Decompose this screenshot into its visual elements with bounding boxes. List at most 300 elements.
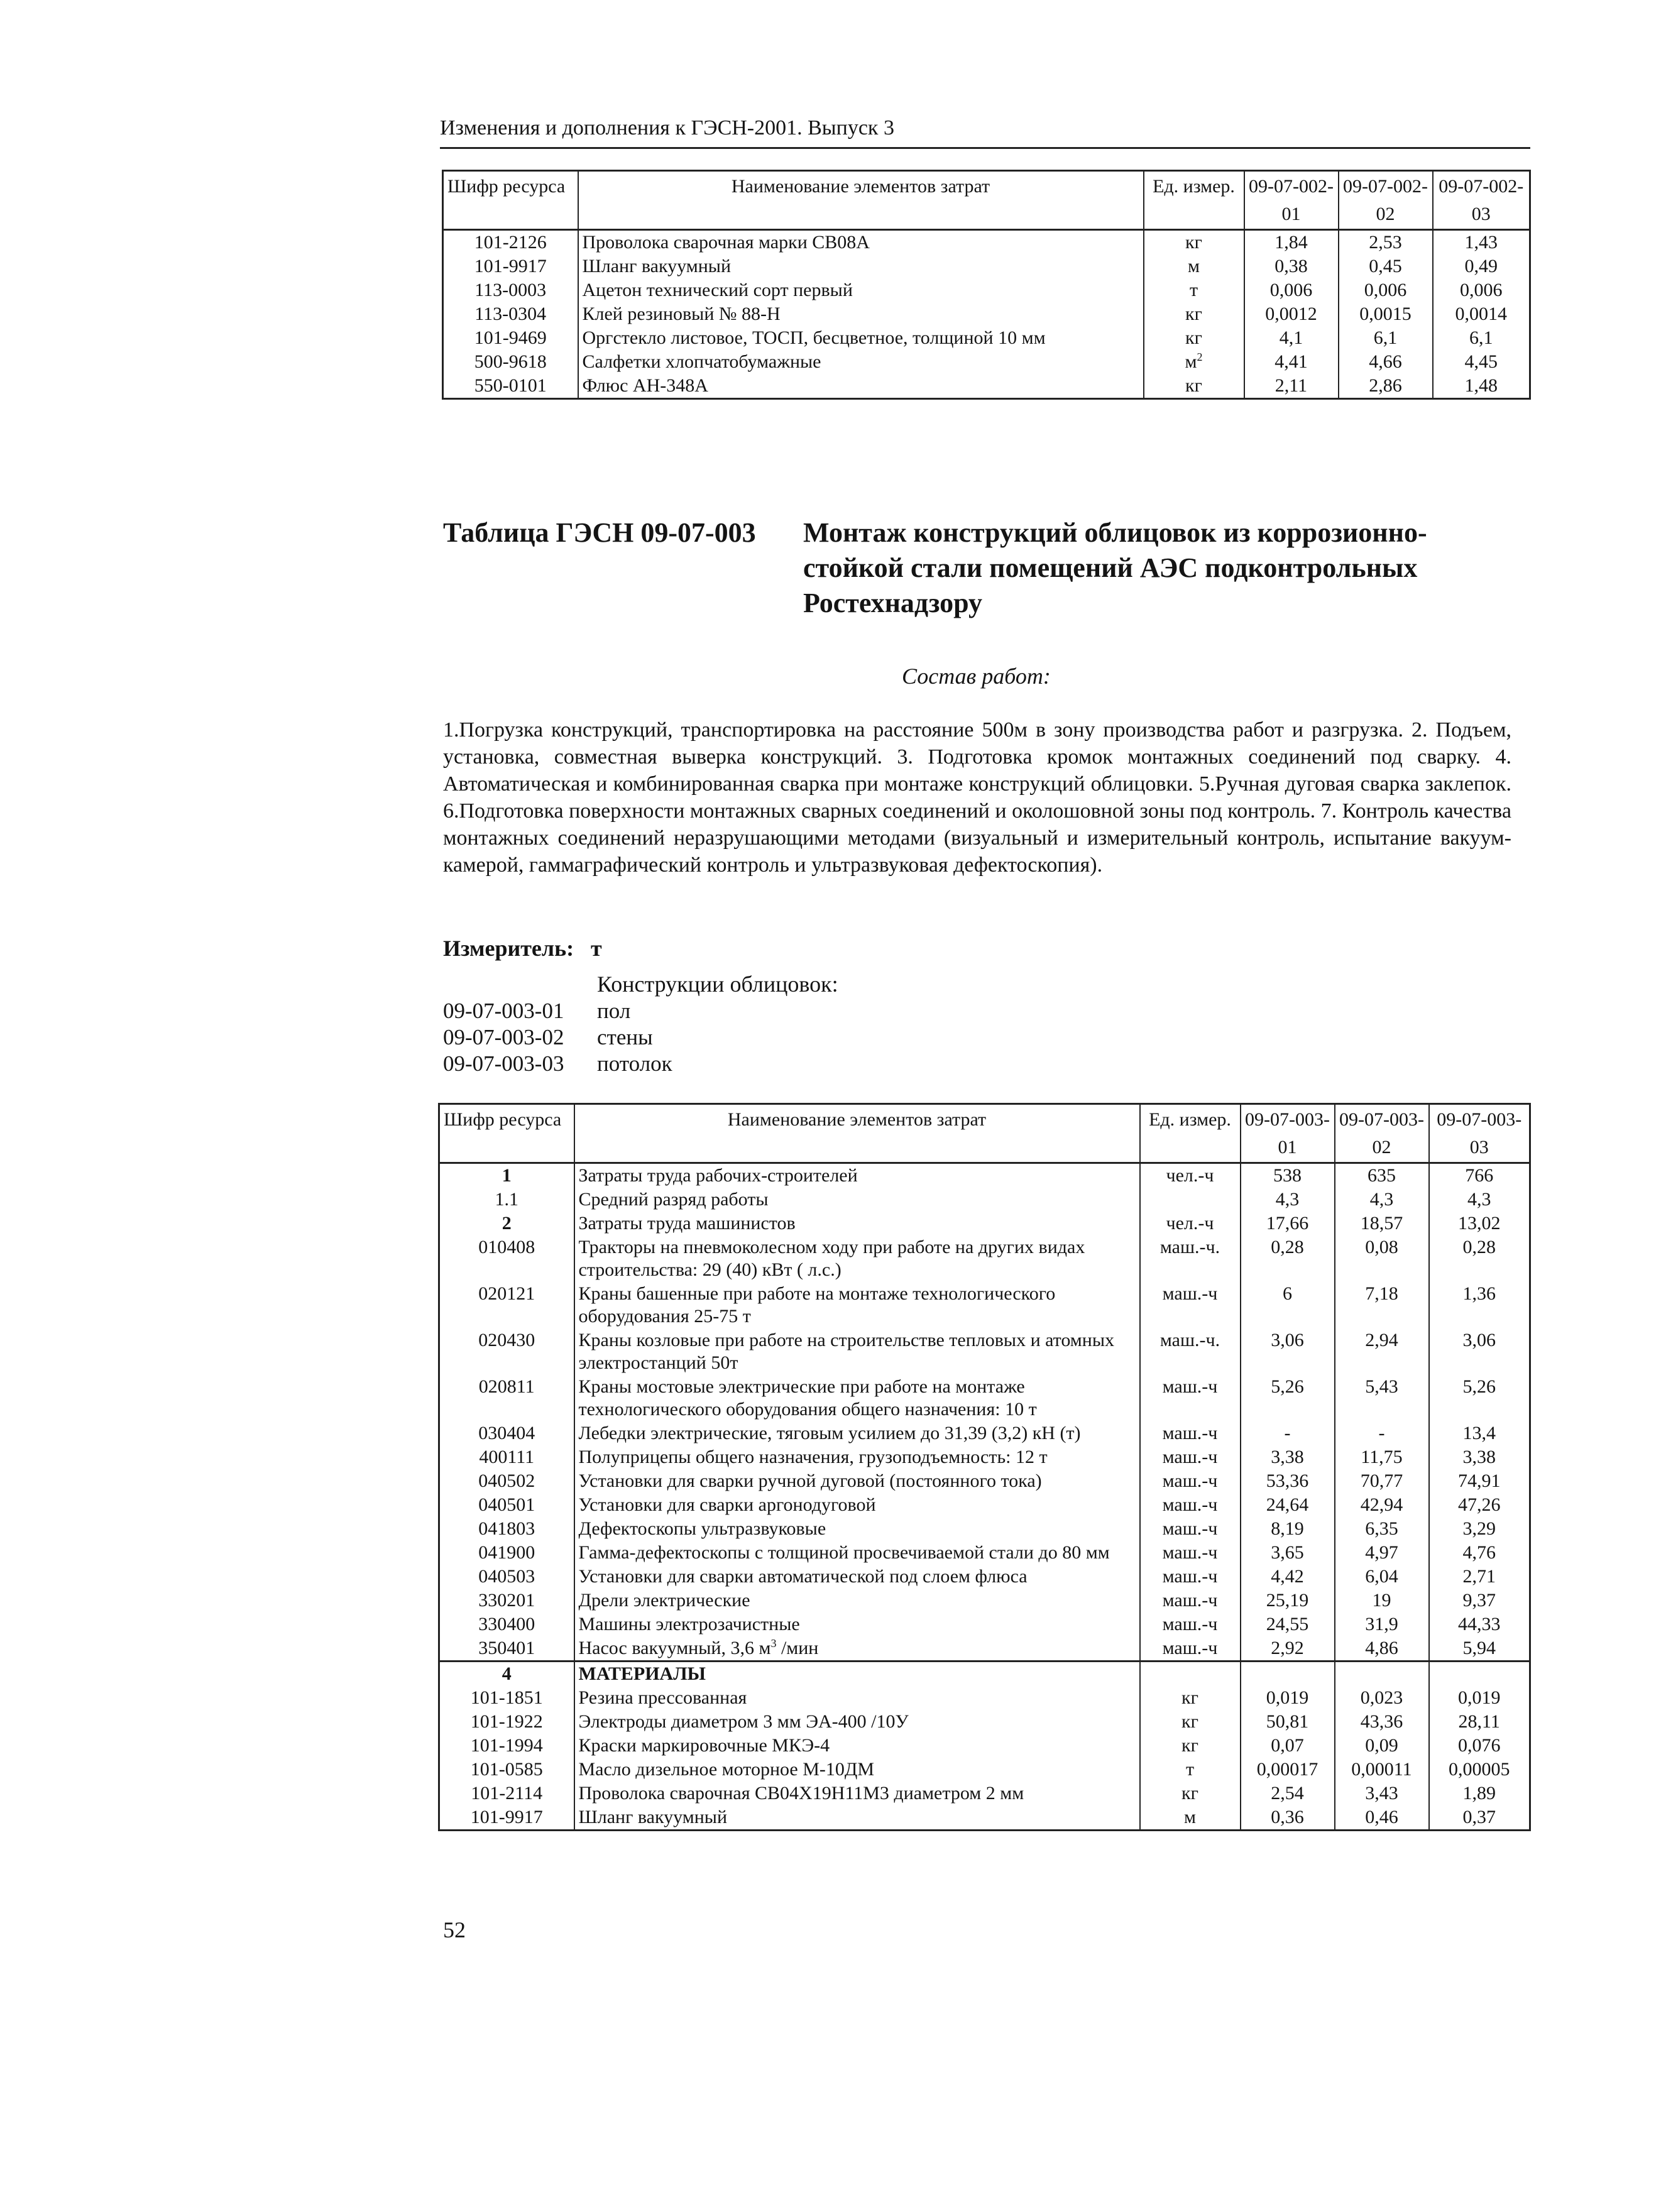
cell-unit	[1140, 1662, 1241, 1687]
cell-value-2	[1335, 1212, 1429, 1235]
cell-name	[578, 326, 1144, 350]
cell-value-1	[1241, 1710, 1335, 1734]
cell-code	[439, 1212, 574, 1235]
col-header-c3: 09-07-003-03	[1429, 1104, 1530, 1163]
cell-value-3-text: 0,00005	[1449, 1759, 1510, 1780]
cell-value-2-text: 6,35	[1365, 1518, 1398, 1539]
cell-value-2-text: 3,43	[1365, 1783, 1398, 1804]
cell-unit	[1140, 1235, 1241, 1282]
cell-code	[439, 1710, 574, 1734]
cell-unit	[1140, 1188, 1241, 1212]
cell-code-text: 101-2126	[474, 232, 547, 253]
cell-code-text: 330400	[478, 1614, 535, 1634]
name-tail: /мин	[776, 1638, 819, 1658]
cell-unit	[1140, 1541, 1241, 1565]
cell-name	[574, 1541, 1140, 1565]
cell-value-1-text: 0,07	[1271, 1735, 1304, 1756]
cell-value-3	[1429, 1235, 1530, 1282]
cell-unit	[1140, 1163, 1241, 1188]
cell-value-1	[1241, 1328, 1335, 1375]
cell-name-text: МАТЕРИАЛЫ	[578, 1663, 706, 1684]
resource-table-main	[438, 1103, 1531, 1831]
cell-code-text: 2	[502, 1213, 512, 1234]
cell-code-text: 101-1994	[470, 1735, 543, 1756]
cell-value-1-text: 0,006	[1269, 280, 1313, 300]
cell-code-text: 040501	[478, 1494, 535, 1515]
cell-value-3-text: 0,019	[1458, 1687, 1501, 1708]
col-header-c3: 09-07-002-03	[1433, 171, 1530, 230]
cell-value-1-text: 538	[1273, 1165, 1302, 1186]
cell-value-1-text: 4,3	[1275, 1189, 1300, 1210]
cell-unit-text: маш.-ч	[1162, 1423, 1218, 1443]
cell-code-text: 101-1922	[470, 1711, 543, 1732]
cell-value-2-text: 18,57	[1360, 1213, 1403, 1234]
cell-code-text: 040502	[478, 1470, 535, 1491]
cell-value-3-text: 0,37	[1462, 1807, 1496, 1827]
col-header-code: Шифр ресурса	[443, 171, 578, 230]
cell-code	[443, 302, 578, 326]
cell-value-3-text: 6,1	[1469, 327, 1493, 348]
cell-value-1	[1241, 1493, 1335, 1517]
cell-code-text: 041803	[478, 1518, 535, 1539]
cell-code	[439, 1636, 574, 1662]
cell-value-1	[1241, 1469, 1335, 1493]
construction-code: 09-07-003-03	[443, 1051, 564, 1076]
cell-code	[439, 1565, 574, 1589]
cell-unit-text: кг	[1185, 304, 1202, 324]
cell-name-text: Краны козловые при работе на строительстве тепловых и атомных электростанций 50т	[578, 1330, 1114, 1373]
cell-value-1-text: 25,19	[1266, 1590, 1309, 1611]
cell-value-2	[1335, 1734, 1429, 1758]
cell-name	[574, 1782, 1140, 1805]
cell-value-2-text: 43,36	[1360, 1711, 1403, 1732]
table-row	[443, 326, 1530, 350]
cell-name	[574, 1686, 1140, 1710]
table-row	[439, 1589, 1530, 1612]
cell-name-text: Оргстекло листовое, ТОСП, бесцветное, толщиной 10 мм	[582, 327, 1046, 348]
cell-value-3	[1429, 1517, 1530, 1541]
cell-name	[578, 350, 1144, 374]
cell-name	[574, 1163, 1140, 1188]
cell-name-text: Ацетон технический сорт первый	[582, 280, 853, 300]
cell-value-1	[1241, 1636, 1335, 1662]
cell-name-text: Лебедки электрические, тяговым усилием до 31,39 (3,2) кН (т)	[578, 1423, 1081, 1443]
cell-value-2	[1335, 1493, 1429, 1517]
cell-name	[574, 1612, 1140, 1636]
cell-value-3	[1429, 1445, 1530, 1469]
cell-unit-text: маш.-ч	[1162, 1283, 1218, 1304]
cell-name-text: Полуприцепы общего назначения, грузоподъемность: 12 т	[578, 1447, 1048, 1467]
list-item	[443, 1051, 672, 1077]
cell-value-3	[1433, 326, 1530, 350]
cell-value-3-text: 3,06	[1462, 1330, 1496, 1350]
cell-code	[439, 1782, 574, 1805]
cell-name-text: Проволока сварочная СВ04Х19Н11М3 диаметром 2 мм	[578, 1783, 1024, 1804]
cell-name	[574, 1212, 1140, 1235]
table-row	[439, 1541, 1530, 1565]
cell-name	[574, 1636, 1140, 1662]
cell-code	[443, 374, 578, 399]
measure-value: т	[591, 936, 602, 961]
cell-value-3-text: 0,49	[1464, 256, 1498, 276]
table-row	[443, 255, 1530, 278]
table-row	[443, 302, 1530, 326]
cell-value-3	[1429, 1541, 1530, 1565]
cell-value-1	[1241, 1445, 1335, 1469]
cell-value-1	[1241, 1612, 1335, 1636]
cell-value-3	[1429, 1565, 1530, 1589]
col-header-code: Шифр ресурса	[439, 1104, 574, 1163]
cell-value-2-text: 70,77	[1360, 1470, 1403, 1491]
cell-value-3-text: 0,28	[1462, 1237, 1496, 1257]
cell-value-1	[1241, 1758, 1335, 1782]
cell-value-2-text: 31,9	[1365, 1614, 1398, 1634]
cell-code-text: 350401	[478, 1638, 535, 1658]
cell-value-1	[1241, 1421, 1335, 1445]
cell-value-3-text: 1,89	[1462, 1783, 1496, 1804]
cell-value-1	[1244, 326, 1339, 350]
cell-value-2	[1335, 1517, 1429, 1541]
cell-name-text: Шланг вакуумный	[578, 1807, 727, 1827]
cell-value-1	[1241, 1282, 1335, 1328]
cell-value-3-text: 44,33	[1458, 1614, 1501, 1634]
cell-value-3	[1429, 1636, 1530, 1662]
cell-value-1-text: 4,42	[1271, 1566, 1304, 1587]
cell-code	[439, 1445, 574, 1469]
cell-name	[574, 1421, 1140, 1445]
cell-value-1	[1241, 1589, 1335, 1612]
table-row	[439, 1493, 1530, 1517]
col-header-c2: 09-07-003-02	[1335, 1104, 1429, 1163]
cell-value-2-text: 0,08	[1365, 1237, 1398, 1257]
table-row	[439, 1805, 1530, 1831]
name-superscript: 3	[770, 1637, 777, 1650]
col-header-unit: Ед. измер.	[1140, 1104, 1241, 1163]
table-row	[439, 1782, 1530, 1805]
cell-value-2	[1335, 1235, 1429, 1282]
cell-unit-text: маш.-ч	[1162, 1494, 1218, 1515]
cell-value-2	[1335, 1589, 1429, 1612]
cell-value-2	[1339, 350, 1433, 374]
cell-value-3-text: 0,006	[1460, 280, 1503, 300]
table-row	[439, 1734, 1530, 1758]
cell-value-1	[1244, 230, 1339, 255]
cell-name	[574, 1589, 1140, 1612]
cell-value-1	[1241, 1212, 1335, 1235]
cell-value-1	[1241, 1375, 1335, 1421]
table-row	[439, 1662, 1530, 1687]
cell-unit-text: т	[1189, 280, 1198, 300]
cell-code	[439, 1469, 574, 1493]
cell-value-1	[1241, 1517, 1335, 1541]
cell-value-1-text: 0,0012	[1265, 304, 1317, 324]
cell-value-3	[1433, 302, 1530, 326]
col-header-name: Наименование элементов затрат	[578, 171, 1144, 230]
cell-unit	[1140, 1375, 1241, 1421]
construction-code: 09-07-003-01	[443, 999, 564, 1023]
cell-value-1	[1241, 1686, 1335, 1710]
cell-value-2	[1335, 1541, 1429, 1565]
cell-name-text: Затраты труда рабочих-строителей	[578, 1165, 858, 1186]
table-row	[443, 230, 1530, 255]
cell-value-2	[1339, 230, 1433, 255]
col-header-c1: 09-07-002-01	[1244, 171, 1339, 230]
cell-value-2-text: 2,94	[1365, 1330, 1398, 1350]
cell-value-1	[1241, 1782, 1335, 1805]
cell-value-3	[1429, 1758, 1530, 1782]
cell-name-text: Гамма-дефектоскопы с толщиной просвечиваемой стали до 80 мм	[578, 1542, 1110, 1563]
cell-unit-text: маш.-ч	[1162, 1518, 1218, 1539]
cell-value-3-text: 47,26	[1458, 1494, 1501, 1515]
cell-value-2-text: 4,86	[1365, 1638, 1398, 1658]
cell-value-1-text: 3,38	[1271, 1447, 1304, 1467]
cell-code-text: 101-9469	[474, 327, 547, 348]
cell-value-2	[1335, 1469, 1429, 1493]
construction-name: потолок	[597, 1051, 672, 1076]
cell-unit-text: кг	[1181, 1783, 1198, 1804]
cell-code	[439, 1541, 574, 1565]
cell-unit	[1140, 1805, 1241, 1831]
cell-value-2-text: 2,86	[1369, 375, 1402, 396]
cell-code	[443, 278, 578, 302]
cell-unit	[1140, 1710, 1241, 1734]
cell-code-text: 101-9917	[470, 1807, 543, 1827]
cell-value-1-text: 2,92	[1271, 1638, 1304, 1658]
cell-value-2	[1335, 1710, 1429, 1734]
cell-value-3-text: 0,0014	[1455, 304, 1507, 324]
cell-value-2	[1339, 278, 1433, 302]
cell-unit-text: чел.-ч	[1166, 1213, 1214, 1234]
table-row	[439, 1188, 1530, 1212]
cell-unit	[1140, 1612, 1241, 1636]
cell-code	[439, 1282, 574, 1328]
cell-value-2-text: 5,43	[1365, 1376, 1398, 1397]
cell-value-2	[1335, 1328, 1429, 1375]
cell-code-text: 330201	[478, 1590, 535, 1611]
cell-unit	[1140, 1589, 1241, 1612]
cell-name-text: Краны мостовые электрические при работе на монтаже технологического оборудования общего назначения: 10 т	[578, 1376, 1037, 1420]
cell-unit-text: м	[1184, 1807, 1196, 1827]
table-top-body	[443, 230, 1530, 399]
cell-value-3	[1429, 1469, 1530, 1493]
cell-value-1	[1241, 1541, 1335, 1565]
cell-value-3	[1429, 1163, 1530, 1188]
cell-unit	[1140, 1421, 1241, 1445]
table-main-body	[439, 1163, 1530, 1831]
table-row	[439, 1328, 1530, 1375]
cell-name-text: Краны башенные при работе на монтаже технологического оборудования 25-75 т	[578, 1283, 1056, 1327]
cell-value-2	[1335, 1445, 1429, 1469]
cell-value-3	[1429, 1805, 1530, 1831]
cell-name	[574, 1565, 1140, 1589]
measure-label: Измеритель:	[443, 936, 574, 961]
cell-value-2-text: 0,09	[1365, 1735, 1398, 1756]
table-title-code: Таблица ГЭСН 09-07-003	[443, 517, 756, 548]
cell-code	[439, 1375, 574, 1421]
cell-name	[574, 1517, 1140, 1541]
header-text: Изменения и дополнения к ГЭСН-2001. Выпуск 3	[440, 116, 894, 140]
cell-value-3-text: 9,37	[1462, 1590, 1496, 1611]
table-row	[439, 1282, 1530, 1328]
cell-value-3	[1429, 1212, 1530, 1235]
cell-name-text: Затраты труда машинистов	[578, 1213, 796, 1234]
cell-code-text: 500-9618	[474, 351, 547, 372]
cell-name-text: Краски маркировочные МКЭ-4	[578, 1735, 830, 1756]
cell-code-text: 113-0304	[474, 304, 547, 324]
cell-value-3-text: 1,43	[1464, 232, 1498, 253]
cell-unit-text: маш.-ч	[1162, 1566, 1218, 1587]
table-row	[439, 1758, 1530, 1782]
cell-value-1	[1244, 302, 1339, 326]
resource-table-top	[442, 170, 1531, 400]
cell-unit-text: т	[1185, 1759, 1195, 1780]
cell-code-text: 020811	[478, 1376, 535, 1397]
table-row	[443, 350, 1530, 374]
cell-value-3	[1429, 1686, 1530, 1710]
list-item	[443, 1024, 672, 1051]
cell-name	[574, 1445, 1140, 1469]
col-header-unit: Ед. измер.	[1144, 171, 1244, 230]
cell-name	[574, 1710, 1140, 1734]
cell-value-1-text: 1,84	[1275, 232, 1308, 253]
cell-value-2-text: 0,023	[1360, 1687, 1403, 1708]
cell-value-1-text: 24,55	[1266, 1614, 1309, 1634]
cell-value-3	[1429, 1282, 1530, 1328]
cell-value-1-text: 4,41	[1275, 351, 1308, 372]
cell-value-3-text: 5,94	[1462, 1638, 1496, 1658]
cell-value-2-text: 7,18	[1365, 1283, 1398, 1304]
cell-value-2	[1335, 1662, 1429, 1687]
cell-value-3	[1429, 1375, 1530, 1421]
cell-code	[439, 1662, 574, 1687]
cell-value-2	[1339, 255, 1433, 278]
cell-code	[439, 1421, 574, 1445]
cell-value-2-text: 6,04	[1365, 1566, 1398, 1587]
cell-unit-text: чел.-ч	[1166, 1165, 1214, 1186]
cell-value-2-text: 0,006	[1364, 280, 1407, 300]
table-row	[439, 1686, 1530, 1710]
cell-name-text: Насос вакуумный, 3,6 м	[578, 1638, 771, 1658]
cell-value-3-text: 1,36	[1462, 1283, 1496, 1304]
cell-value-3-text: 3,38	[1462, 1447, 1496, 1467]
cell-value-3-text: 4,3	[1467, 1189, 1491, 1210]
cell-unit	[1144, 230, 1244, 255]
cell-value-2-text: 0,00011	[1351, 1759, 1412, 1780]
cell-value-3	[1433, 230, 1530, 255]
cell-name-text: Масло дизельное моторное М-10ДМ	[578, 1759, 874, 1780]
cell-value-1	[1244, 374, 1339, 399]
cell-value-2-text: 2,53	[1369, 232, 1402, 253]
cell-value-2-text: 0,46	[1365, 1807, 1398, 1827]
cell-code	[443, 255, 578, 278]
cell-name-text: Дрели электрические	[578, 1590, 750, 1611]
cell-value-1	[1241, 1565, 1335, 1589]
cell-name	[578, 255, 1144, 278]
cell-value-3	[1429, 1710, 1530, 1734]
cell-unit-text: кг	[1185, 232, 1202, 253]
table-row	[443, 374, 1530, 399]
cell-unit	[1140, 1445, 1241, 1469]
cell-value-2-text: 19	[1372, 1590, 1391, 1611]
cell-value-2-text: 6,1	[1373, 327, 1398, 348]
cell-value-2	[1339, 326, 1433, 350]
cell-name	[578, 374, 1144, 399]
col-header-c2: 09-07-002-02	[1339, 171, 1433, 230]
cell-unit-text: маш.-ч.	[1159, 1330, 1220, 1350]
cell-value-1-text: 0,38	[1275, 256, 1308, 276]
cell-name	[574, 1469, 1140, 1493]
cell-unit	[1140, 1758, 1241, 1782]
cell-code	[439, 1517, 574, 1541]
cell-value-3	[1429, 1589, 1530, 1612]
cell-value-2-text: 0,0015	[1359, 304, 1412, 324]
cell-value-3	[1429, 1493, 1530, 1517]
cell-value-2-text: 4,97	[1365, 1542, 1398, 1563]
cell-value-1	[1241, 1235, 1335, 1282]
cell-name-text: Тракторы на пневмоколесном ходу при работе на других видах строительства: 29 (40) кВт ( л.с.)	[578, 1237, 1085, 1280]
cell-code-text: 101-9917	[474, 256, 547, 276]
cell-unit	[1140, 1636, 1241, 1662]
cell-unit	[1140, 1517, 1241, 1541]
cell-unit	[1144, 302, 1244, 326]
table-row	[439, 1421, 1530, 1445]
cell-code	[439, 1805, 574, 1831]
table-row	[439, 1565, 1530, 1589]
cell-name	[574, 1375, 1140, 1421]
cell-value-2-text: 4,66	[1369, 351, 1402, 372]
cell-value-3	[1429, 1328, 1530, 1375]
cell-value-2-text: 4,3	[1369, 1189, 1394, 1210]
page-number: 52	[443, 1917, 466, 1942]
cell-value-2-text: 42,94	[1360, 1494, 1403, 1515]
cell-value-1	[1244, 255, 1339, 278]
cell-value-2	[1335, 1805, 1429, 1831]
table-row	[439, 1163, 1530, 1188]
cell-code-text: 040503	[478, 1566, 535, 1587]
cell-code	[439, 1686, 574, 1710]
cell-code-text: 113-0003	[474, 280, 547, 300]
cell-code	[439, 1235, 574, 1282]
cell-name-text: Клей резиновый № 88-Н	[582, 304, 781, 324]
cell-code	[443, 350, 578, 374]
cell-name-text: Дефектоскопы ультразвуковые	[578, 1518, 826, 1539]
cell-unit	[1140, 1493, 1241, 1517]
cell-value-2	[1335, 1686, 1429, 1710]
cell-unit-text: кг	[1185, 375, 1202, 396]
cell-code-text: 101-0585	[470, 1759, 543, 1780]
cell-name-text: Резина прессованная	[578, 1687, 747, 1708]
cell-name	[578, 302, 1144, 326]
cell-value-3-text: 4,45	[1464, 351, 1498, 372]
work-composition-heading: Состав работ:	[902, 664, 1051, 689]
cell-code-text: 020430	[478, 1330, 535, 1350]
table-row	[439, 1445, 1530, 1469]
cell-code	[439, 1163, 574, 1188]
cell-code	[439, 1612, 574, 1636]
running-header	[440, 113, 1530, 149]
cell-code-text: 400111	[479, 1447, 535, 1467]
cell-code-text: 1	[502, 1165, 512, 1186]
cell-unit-text: маш.-ч	[1162, 1376, 1218, 1397]
cell-name-text: Установки для сварки автоматической под слоем флюса	[578, 1566, 1028, 1587]
cell-name	[574, 1188, 1140, 1212]
table-row	[439, 1469, 1530, 1493]
cell-unit-text: маш.-ч.	[1159, 1237, 1220, 1257]
cell-code	[439, 1589, 574, 1612]
cell-value-1-text: 0,36	[1271, 1807, 1304, 1827]
cell-value-2	[1335, 1612, 1429, 1636]
cell-unit	[1140, 1782, 1241, 1805]
